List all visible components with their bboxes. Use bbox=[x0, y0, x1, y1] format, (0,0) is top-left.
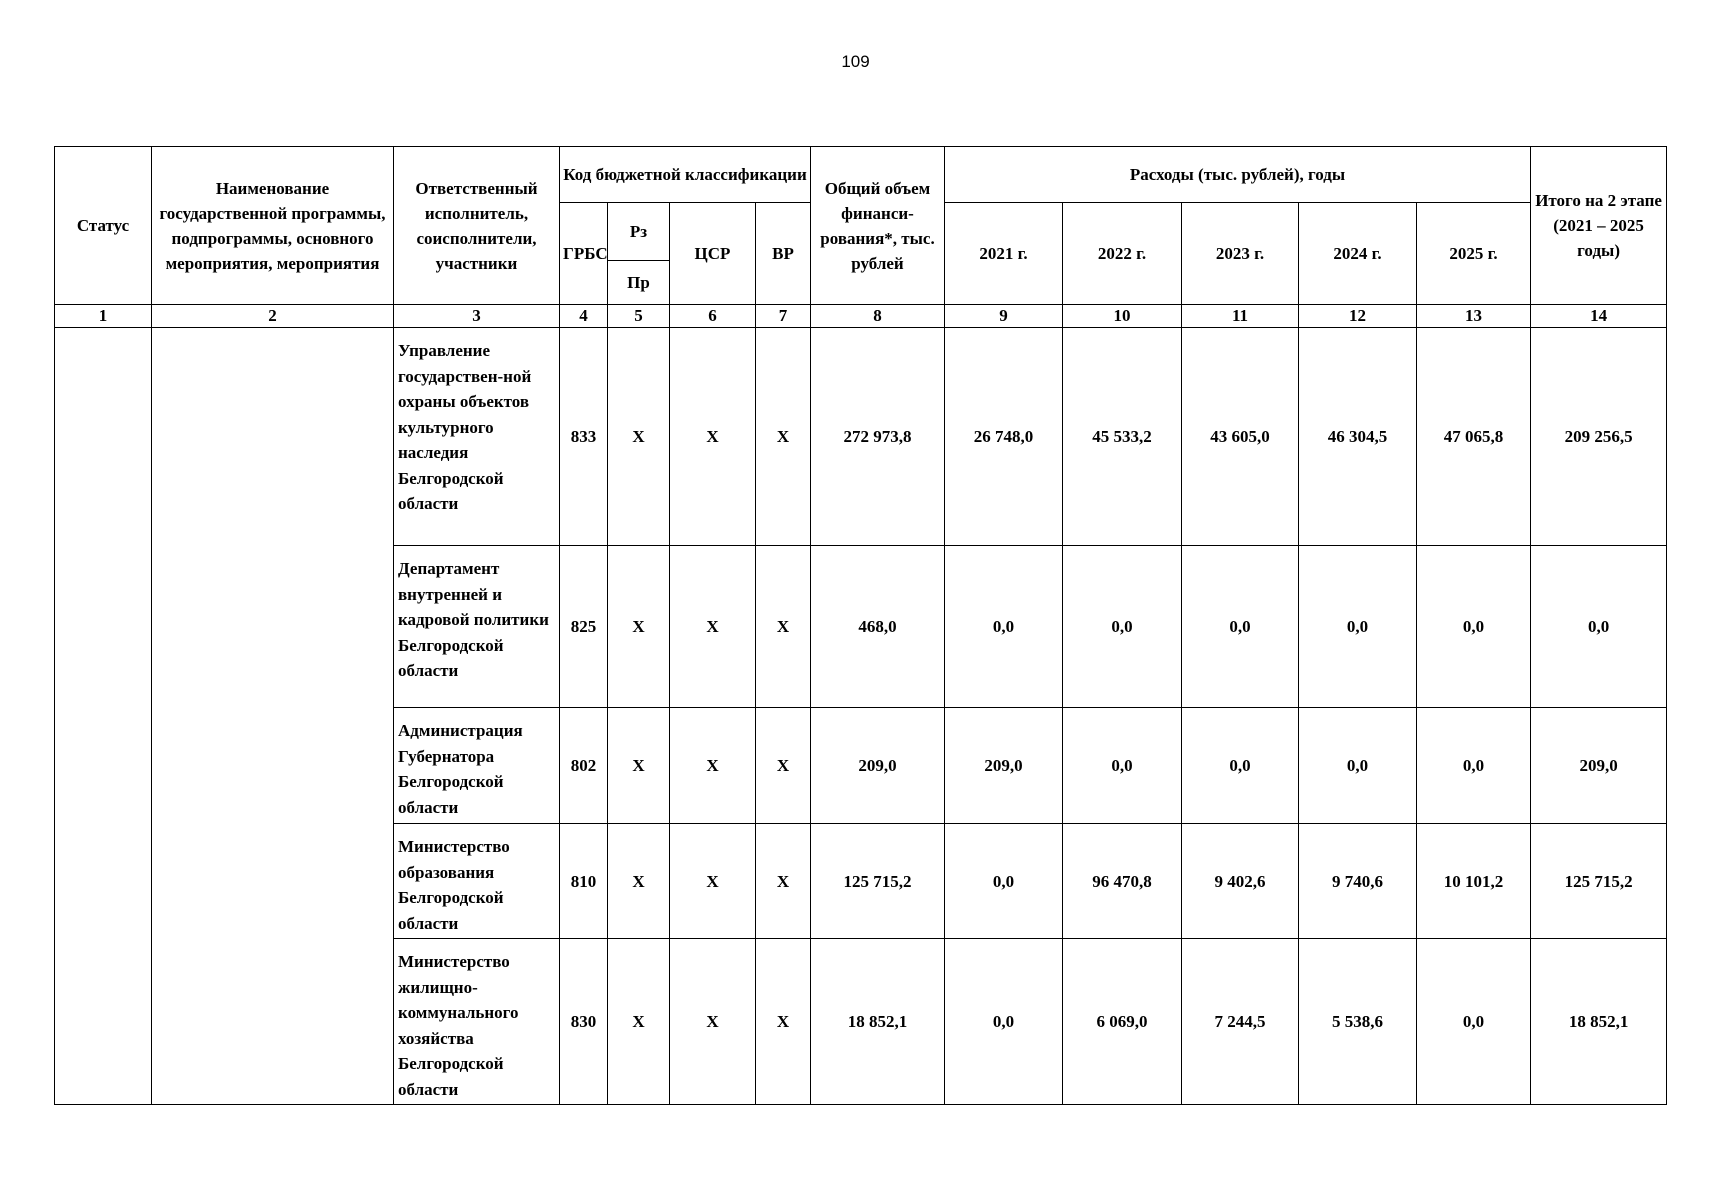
grbs-cell: 830 bbox=[560, 939, 608, 1105]
column-number: 2 bbox=[152, 305, 394, 328]
table-row bbox=[55, 328, 1667, 546]
header-rz: Рз bbox=[608, 203, 670, 261]
year-2024-cell: 9 740,6 bbox=[1299, 824, 1417, 939]
header-stage-total: Итого на 2 этапе (2021 – 2025 годы) bbox=[1531, 147, 1667, 305]
vr-cell: X bbox=[756, 939, 811, 1105]
year-2024-cell: 0,0 bbox=[1299, 546, 1417, 708]
year-2025-cell: 47 065,8 bbox=[1417, 328, 1531, 546]
header-budget-code: Код бюджетной классификации bbox=[560, 147, 811, 203]
csr-cell: X bbox=[670, 939, 756, 1105]
column-number: 12 bbox=[1299, 305, 1417, 328]
year-2025-cell: 10 101,2 bbox=[1417, 824, 1531, 939]
executor-cell: Департамент внутренней и кадровой политики Белгородской области bbox=[394, 546, 560, 708]
header-year-2023: 2023 г. bbox=[1182, 203, 1299, 305]
column-number: 6 bbox=[670, 305, 756, 328]
stage-total-cell: 18 852,1 bbox=[1531, 939, 1667, 1105]
column-number: 14 bbox=[1531, 305, 1667, 328]
executor-cell: Администрация Губернатора Белгородской области bbox=[394, 708, 560, 824]
total-volume-cell: 125 715,2 bbox=[811, 824, 945, 939]
column-number: 9 bbox=[945, 305, 1063, 328]
year-2023-cell: 43 605,0 bbox=[1182, 328, 1299, 546]
total-volume-cell: 272 973,8 bbox=[811, 328, 945, 546]
header-name: Наименование государственной программы, подпрограммы, основного мероприятия, мероприятия bbox=[152, 147, 394, 305]
grbs-cell: 802 bbox=[560, 708, 608, 824]
year-2024-cell: 46 304,5 bbox=[1299, 328, 1417, 546]
rz-pr-cell: X bbox=[608, 708, 670, 824]
year-2025-cell: 0,0 bbox=[1417, 546, 1531, 708]
column-number: 13 bbox=[1417, 305, 1531, 328]
header-year-2021: 2021 г. bbox=[945, 203, 1063, 305]
grbs-cell: 810 bbox=[560, 824, 608, 939]
header-year-2025: 2025 г. bbox=[1417, 203, 1531, 305]
csr-cell: X bbox=[670, 824, 756, 939]
year-2022-cell: 96 470,8 bbox=[1063, 824, 1182, 939]
year-2022-cell: 0,0 bbox=[1063, 708, 1182, 824]
column-number: 11 bbox=[1182, 305, 1299, 328]
year-2023-cell: 0,0 bbox=[1182, 708, 1299, 824]
year-2024-cell: 0,0 bbox=[1299, 708, 1417, 824]
csr-cell: X bbox=[670, 546, 756, 708]
year-2025-cell: 0,0 bbox=[1417, 939, 1531, 1105]
year-2021-cell: 0,0 bbox=[945, 546, 1063, 708]
header-vr: ВР bbox=[756, 203, 811, 305]
year-2023-cell: 7 244,5 bbox=[1182, 939, 1299, 1105]
year-2022-cell: 6 069,0 bbox=[1063, 939, 1182, 1105]
program-name-cell bbox=[152, 328, 394, 1105]
column-number: 1 bbox=[55, 305, 152, 328]
year-2022-cell: 0,0 bbox=[1063, 546, 1182, 708]
column-number: 7 bbox=[756, 305, 811, 328]
total-volume-cell: 18 852,1 bbox=[811, 939, 945, 1105]
header-executor: Ответственный исполнитель, соисполнители, участники bbox=[394, 147, 560, 305]
header-pr: Пр bbox=[608, 261, 670, 305]
header-year-2022: 2022 г. bbox=[1063, 203, 1182, 305]
header-total-volume: Общий объем финанси-рования*, тыс. рублей bbox=[811, 147, 945, 305]
year-2023-cell: 0,0 bbox=[1182, 546, 1299, 708]
rz-pr-cell: X bbox=[608, 328, 670, 546]
csr-cell: X bbox=[670, 708, 756, 824]
year-2021-cell: 26 748,0 bbox=[945, 328, 1063, 546]
grbs-cell: 825 bbox=[560, 546, 608, 708]
vr-cell: X bbox=[756, 546, 811, 708]
year-2021-cell: 209,0 bbox=[945, 708, 1063, 824]
status-cell bbox=[55, 328, 152, 1105]
csr-cell: X bbox=[670, 328, 756, 546]
column-number: 3 bbox=[394, 305, 560, 328]
total-volume-cell: 209,0 bbox=[811, 708, 945, 824]
header-row-1 bbox=[55, 147, 1667, 203]
rz-pr-cell: X bbox=[608, 939, 670, 1105]
year-2021-cell: 0,0 bbox=[945, 939, 1063, 1105]
column-number-row bbox=[55, 305, 1667, 328]
vr-cell: X bbox=[756, 328, 811, 546]
budget-table bbox=[54, 146, 1667, 1105]
header-status: Статус bbox=[55, 147, 152, 305]
column-number: 10 bbox=[1063, 305, 1182, 328]
column-number: 8 bbox=[811, 305, 945, 328]
rz-pr-cell: X bbox=[608, 824, 670, 939]
total-volume-cell: 468,0 bbox=[811, 546, 945, 708]
header-grbs: ГРБС bbox=[560, 203, 608, 305]
header-expenses: Расходы (тыс. рублей), годы bbox=[945, 147, 1531, 203]
header-csr: ЦСР bbox=[670, 203, 756, 305]
executor-cell: Управление государствен-ной охраны объектов культурного наследия Белгородской области bbox=[394, 328, 560, 546]
stage-total-cell: 0,0 bbox=[1531, 546, 1667, 708]
page-number: 109 bbox=[841, 52, 870, 71]
vr-cell: X bbox=[756, 824, 811, 939]
column-number: 5 bbox=[608, 305, 670, 328]
stage-total-cell: 209 256,5 bbox=[1531, 328, 1667, 546]
rz-pr-cell: X bbox=[608, 546, 670, 708]
year-2024-cell: 5 538,6 bbox=[1299, 939, 1417, 1105]
year-2023-cell: 9 402,6 bbox=[1182, 824, 1299, 939]
executor-cell: Министерство жилищно-коммунального хозяйства Белгородской области bbox=[394, 939, 560, 1105]
stage-total-cell: 125 715,2 bbox=[1531, 824, 1667, 939]
year-2021-cell: 0,0 bbox=[945, 824, 1063, 939]
executor-cell: Министерство образования Белгородской области bbox=[394, 824, 560, 939]
grbs-cell: 833 bbox=[560, 328, 608, 546]
column-number: 4 bbox=[560, 305, 608, 328]
stage-total-cell: 209,0 bbox=[1531, 708, 1667, 824]
year-2025-cell: 0,0 bbox=[1417, 708, 1531, 824]
year-2022-cell: 45 533,2 bbox=[1063, 328, 1182, 546]
vr-cell: X bbox=[756, 708, 811, 824]
header-year-2024: 2024 г. bbox=[1299, 203, 1417, 305]
